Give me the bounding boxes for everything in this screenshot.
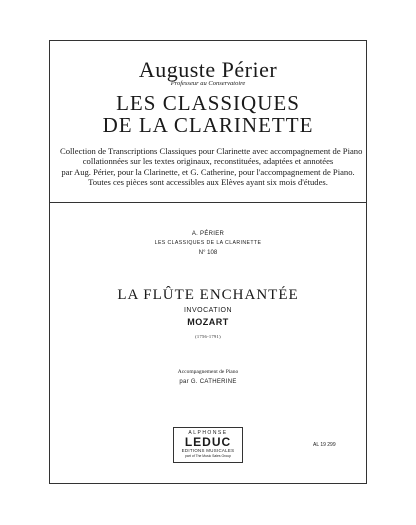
publisher-line3: EDITIONS MUSICALES xyxy=(181,448,235,453)
work-title: LA FLÛTE ENCHANTÉE xyxy=(117,287,299,303)
composer-name: MOZART xyxy=(187,317,229,327)
description-line: collationnées sur les textes originaux, reconstituées, adaptées et annotées xyxy=(82,156,334,167)
description-line: Collection de Transcriptions Classiques pour Clarinette avec accompagnement de Piano xyxy=(60,146,363,156)
description-line: Toutes ces pièces sont accessibles aux Elèves ayant six mois d'études. xyxy=(88,177,328,188)
accompaniment-arranger: par G. CATHERINE xyxy=(179,379,237,385)
author-name: Auguste Périer xyxy=(138,57,278,82)
reference-number: N° 108 xyxy=(198,250,218,256)
publisher-line1: ALPHONSE xyxy=(188,430,228,436)
catalog-number: AL 19 299 xyxy=(313,442,336,448)
series-description xyxy=(60,146,363,188)
description-line: par Aug. Périer, pour la Clarinette, et G. Catherine, pour l'accompagnement de Piano. xyxy=(61,166,355,177)
composer-dates: (1756-1791) xyxy=(195,334,221,339)
publisher-logo xyxy=(173,427,243,463)
publisher-line4: part of The Music Sales Group xyxy=(185,454,231,458)
author-title: Professeur au Conservatoire xyxy=(170,80,246,87)
reference-author: A. PÉRIER xyxy=(191,231,225,237)
work-subtitle: INVOCATION xyxy=(183,307,233,314)
accompaniment-label: Accompagnement de Piano xyxy=(177,369,239,375)
publisher-line2: LEDUC xyxy=(184,435,232,449)
series-title-line1: LES CLASSIQUES xyxy=(116,91,300,115)
section-divider xyxy=(49,202,367,203)
reference-series: LES CLASSIQUES DE LA CLARINETTE xyxy=(154,240,262,246)
series-title-line2: DE LA CLARINETTE xyxy=(102,113,314,137)
